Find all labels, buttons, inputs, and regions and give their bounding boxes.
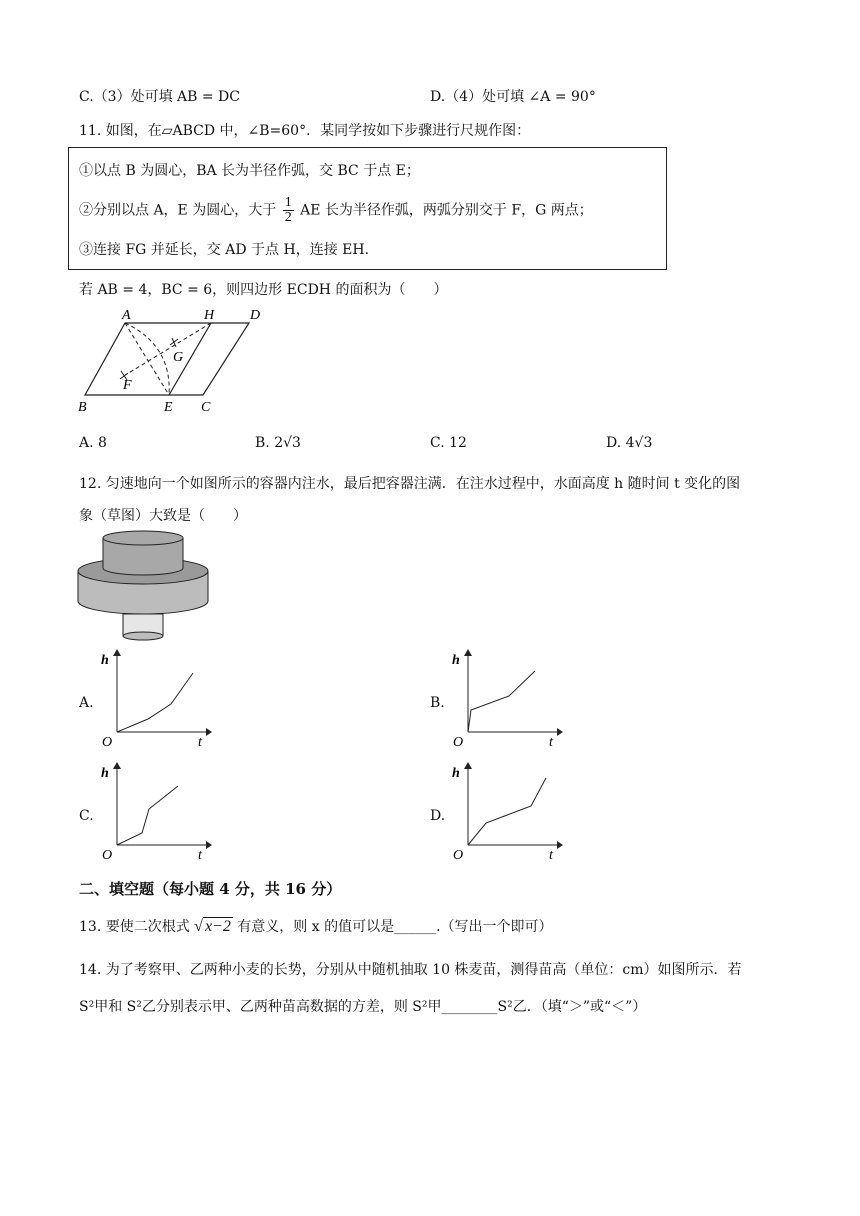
q11-stem: 11. 如图，在▱ABCD 中，∠B=60°．某同学按如下步骤进行尺规作图： — [79, 123, 531, 139]
segment-ae — [125, 323, 169, 395]
q11-step2 — [79, 196, 593, 225]
q12-option-b-label: B. — [430, 695, 445, 711]
label-f: F — [123, 378, 132, 393]
q12-stem-line1: 12. 匀速地向一个如图所示的容器内注水，最后把容器注满．在注水过程中，水面高度 h 随时间 t 变化的图 — [79, 476, 741, 492]
q12-option-d-label: D. — [430, 808, 446, 824]
t-arrow — [557, 728, 563, 736]
q13-text-b: 有意义，则 x 的值可以是______.（写出一个即可） — [237, 919, 553, 935]
q11-option-a: A. 8 — [79, 435, 107, 451]
label-h: h — [101, 653, 109, 668]
q10-option-c: C.（3）处可填 AB = DC — [79, 89, 240, 105]
label-b: B — [78, 400, 87, 415]
label-h: h — [452, 653, 460, 668]
h-arrow — [464, 762, 472, 769]
q11-fraction — [283, 196, 294, 225]
q13-text-a: 13. 要使二次根式 — [79, 919, 190, 935]
q11-parallelogram-figure — [74, 305, 274, 417]
h-arrow — [113, 762, 121, 769]
label-h: h — [452, 766, 460, 781]
sqrt-sign: √ — [194, 918, 203, 935]
fraction-denominator: 2 — [284, 210, 292, 225]
q11-step1: ①以点 B 为圆心，BA 长为半径作弧，交 BC 于点 E； — [79, 163, 420, 179]
label-t: t — [198, 735, 202, 748]
graph-a — [98, 648, 213, 748]
graph-c — [98, 761, 213, 861]
label-h: h — [101, 766, 109, 781]
label-e: E — [164, 400, 173, 415]
t-arrow — [206, 841, 212, 849]
q13-radicand: x−2 — [204, 918, 231, 935]
q14-line1: 14. 为了考察甲、乙两种小麦的长势，分别从中随机抽取 10 株麦苗，测得苗高（单位：cm）如图所示．若 — [79, 962, 742, 978]
q11-option-c: C. 12 — [430, 435, 467, 451]
graph-line — [117, 786, 178, 845]
q12-stem-line2: 象（草图）大致是（ ） — [79, 508, 247, 524]
label-h: H — [204, 308, 215, 323]
label-g: G — [173, 350, 184, 365]
label-o: O — [453, 735, 464, 748]
q11-option-d: D. 4√3 — [606, 435, 653, 451]
h-arrow — [113, 649, 121, 656]
label-t: t — [198, 848, 202, 861]
pipe-bottom — [123, 632, 163, 640]
h-arrow — [464, 649, 472, 656]
label-t: t — [549, 848, 553, 861]
fraction-numerator: 1 — [284, 195, 292, 210]
q14-line2: S²甲和 S²乙分别表示甲、乙两种苗高数据的方差，则 S²甲________S²乙．（填“＞”或“＜”） — [79, 999, 647, 1015]
label-o: O — [102, 848, 113, 861]
label-a: A — [122, 308, 131, 323]
container-figure — [74, 530, 214, 645]
q11-option-b: B. 2√3 — [255, 435, 301, 451]
q12-option-a-label: A. — [79, 695, 94, 711]
q11-step2-part-b: AE 长为半径作弧，两弧分别交于 F，G 两点； — [300, 202, 593, 219]
section-2-title: 二、填空题（每小题 4 分，共 16 分） — [79, 880, 342, 898]
label-c: C — [201, 400, 211, 415]
q11-question: 若 AB = 4，BC = 6，则四边形 ECDH 的面积为（ ） — [79, 282, 448, 298]
parallelogram-abcd — [85, 323, 249, 395]
q11-step2-part-a: ②分别以点 A，E 为圆心，大于 — [79, 202, 277, 219]
graph-d — [449, 761, 564, 861]
q11-step3: ③连接 FG 并延长，交 AD 于点 H，连接 EH． — [79, 242, 379, 258]
label-o: O — [453, 848, 464, 861]
q12-option-c-label: C. — [79, 808, 94, 824]
q13 — [79, 917, 553, 937]
graph-line — [117, 673, 193, 732]
t-arrow — [206, 728, 212, 736]
graph-b — [449, 648, 564, 748]
graph-line — [468, 671, 535, 732]
q10-option-d: D.（4）处可填 ∠A = 90° — [430, 89, 596, 105]
graph-line — [468, 778, 546, 845]
label-t: t — [549, 735, 553, 748]
label-d: D — [250, 308, 261, 323]
top-ellipse — [103, 531, 183, 545]
t-arrow — [557, 841, 563, 849]
label-o: O — [102, 735, 113, 748]
